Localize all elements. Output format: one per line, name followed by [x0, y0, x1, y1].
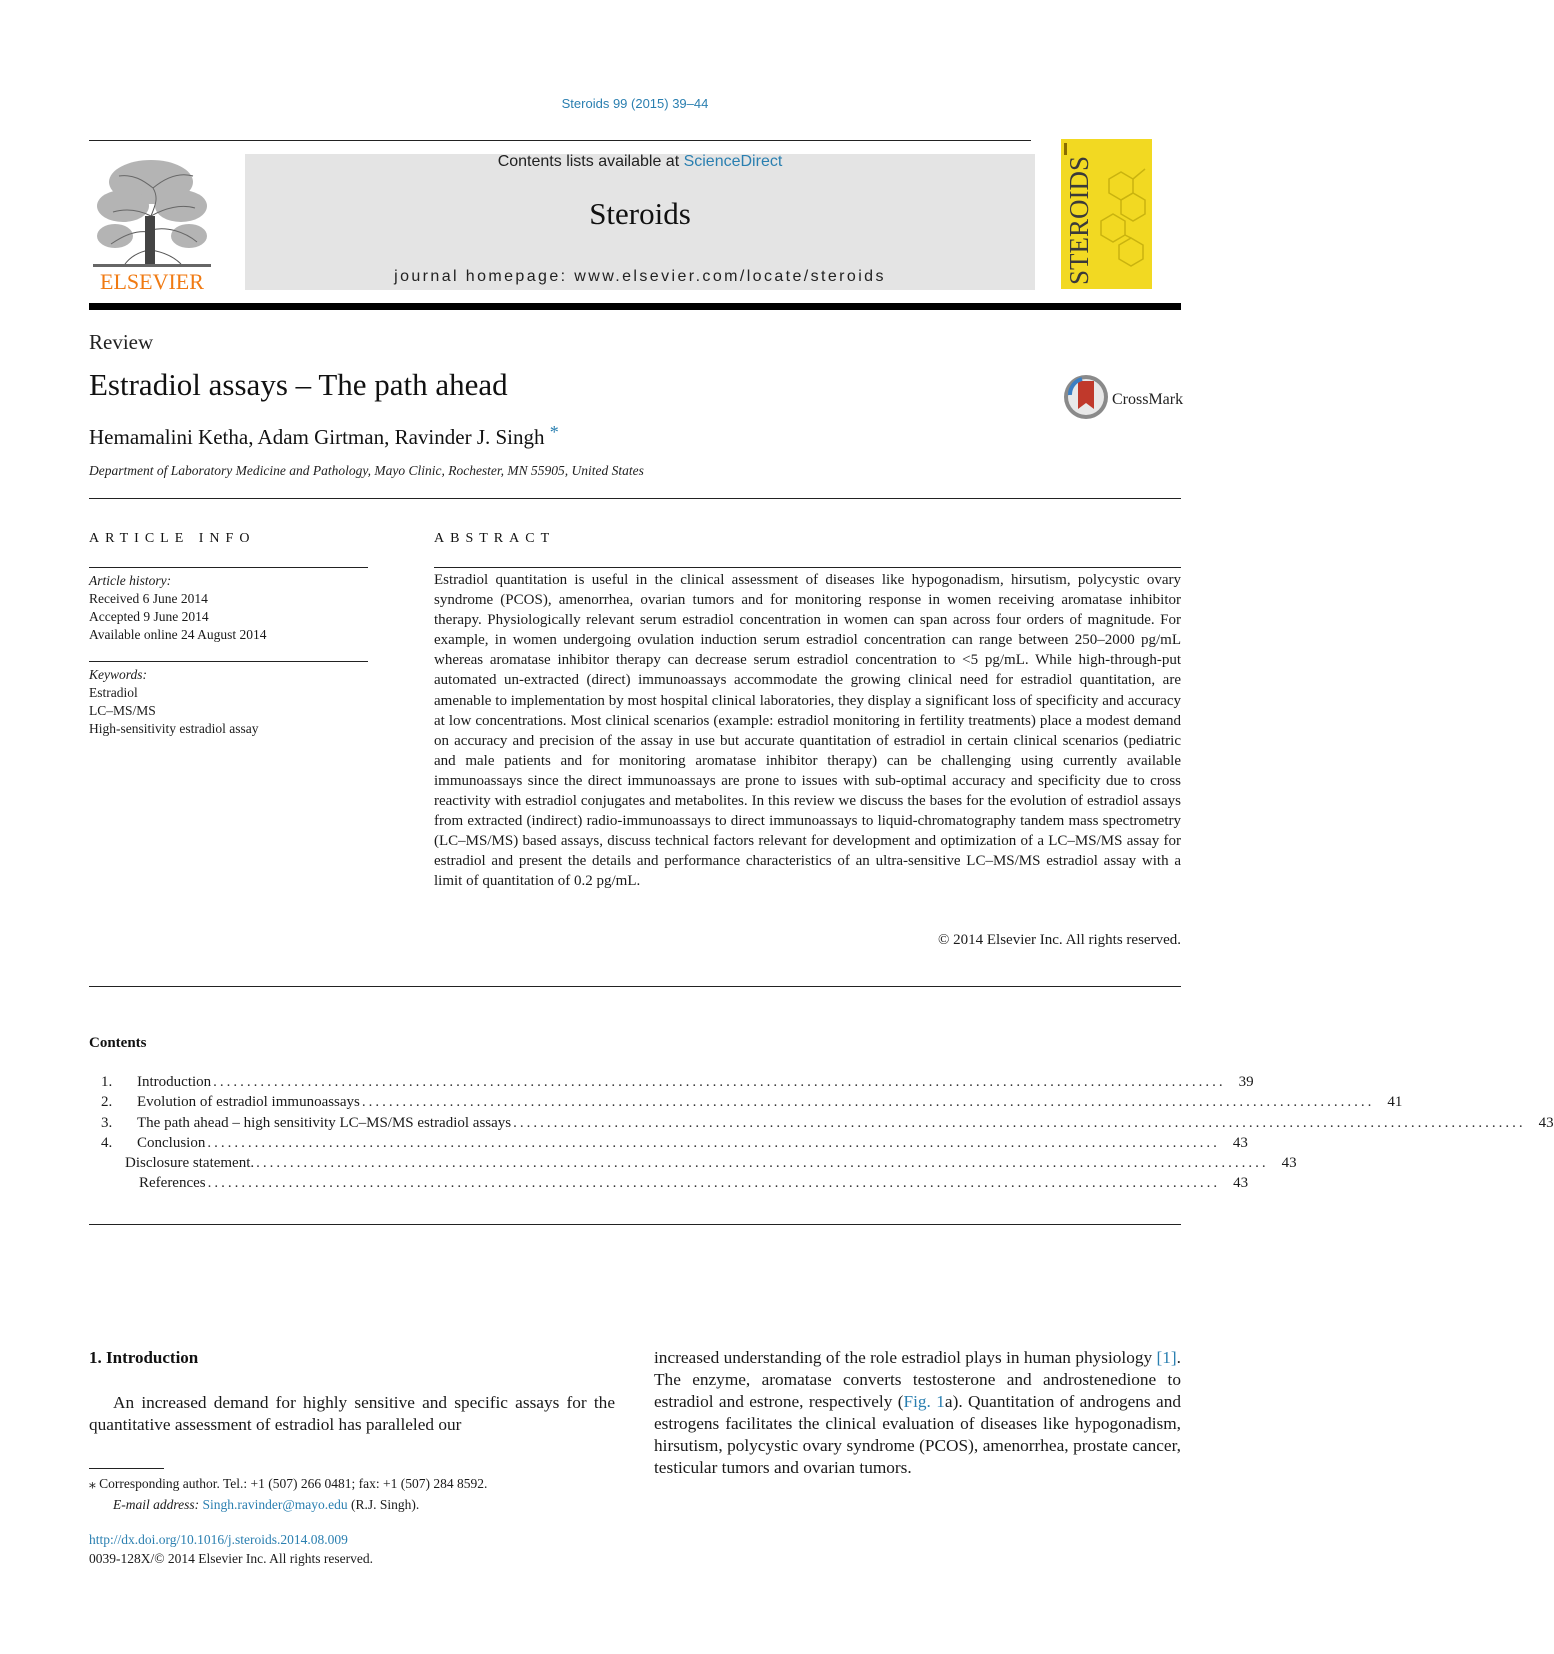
contents-heading: Contents: [89, 1035, 147, 1051]
toc-row[interactable]: [89, 1134, 1248, 1155]
sciencedirect-link[interactable]: ScienceDirect: [683, 153, 783, 170]
toc-label[interactable]: Evolution of estradiol immunoassays: [137, 1094, 360, 1111]
header-rule: [89, 140, 1031, 141]
crossmark-label: CrossMark: [1112, 391, 1184, 408]
toc-row[interactable]: [89, 1094, 1403, 1114]
heading-rule: [89, 498, 1181, 499]
toc-label[interactable]: Introduction: [137, 1074, 212, 1090]
cover-title: STEROIDS: [1064, 155, 1094, 285]
article-title: Estradiol assays – The path ahead: [89, 367, 508, 402]
toc-row[interactable]: [89, 1155, 1297, 1175]
footnote-mark: ⁎: [89, 1476, 96, 1491]
corresponding-author-note: [89, 1474, 487, 1495]
article-type: Review: [89, 330, 154, 354]
reference-link[interactable]: [1]: [1156, 1348, 1177, 1367]
toc-leader: ......................................................................................................................................................: [213, 1074, 1226, 1090]
intro-text: a). Quantitation of androgens and estrogens facilitates the clinical evaluation of diseases like hypogonadism, hirsutism, polycystic ovary syndrome (PCOS), amenorrhea, prostate cancer, testicular tumors and ovarian tumors.: [654, 1392, 1182, 1477]
keyword-item: LC–MS/MS: [89, 703, 156, 718]
toc-number: 4.: [101, 1134, 113, 1151]
toc-page: 43: [1281, 1155, 1297, 1172]
intro-text: . The enzyme, aromatase converts testosterone and androstenedione to estradiol and estrone, respectively (: [654, 1348, 1181, 1411]
keywords-rule: [89, 661, 368, 662]
figure-link[interactable]: Fig. 1: [903, 1392, 945, 1411]
footnote: [89, 1474, 487, 1515]
toc-page: 43: [1232, 1134, 1248, 1151]
received-date: Received 6 June 2014: [89, 591, 208, 606]
toc-number: 2.: [101, 1094, 113, 1111]
author-list: [89, 422, 559, 450]
keyword-item: Estradiol: [89, 685, 138, 700]
elsevier-logo[interactable]: [89, 152, 215, 292]
contents-bottom-rule: [89, 1224, 1181, 1225]
toc-number: 3.: [101, 1114, 113, 1131]
journal-cover[interactable]: [1061, 139, 1152, 289]
abstract-text: Estradiol quantitation is useful in the clinical assessment of diseases like hypogonadism, hirsutism, polycystic ovary syndrome (PCOS), amenorrhea, ovarian tumors and for monitoring response in women receiving aromatase inhibitor therapy. Physiologically relevant serum estradiol concentration in women can span across four orders of magnitude. For example, in women undergoing ovulation induction serum estradiol concentration can range between 250–2000 pg/mL whereas aromatase inhibitor therapy can decrease serum estradiol concentration to <5 pg/mL. While high-through-put automated un-extracted (direct) immunoassays accommodate the growing clinical need for estradiol quantitation, are amenable to implementation by most hospital clinical laboratories, they display a significant loss of specificity and accuracy at low concentrations. Most clinical scenarios (example: estradiol monitoring in fertility treatments) place a modest demand on accuracy and precision of the assay in use but accurate quantitation of estradiol in certain clinical scenarios (pediatric and male patients and for monitoring aromatase inhibitor therapy) can be challenging using currently available immunoassays since the direct immunoassays are prone to issues with sub-optimal accuracy and specificity due to cross reactivity with estradiol conjugates and metabolites. In this review we discuss the bases for the evolution of estradiol assays from extracted (indirect) radio-immunoassays to direct immunoassays to liquid-chromatography tandem mass spectrometry (LC–MS/MS) based assays, discuss technical factors relevant for development and optimization of a LC–MS/MS assay for estradiol and present the details and performance characteristics of an ultra-sensitive LC–MS/MS estradiol assay with a limit of quantitation of 0.2 pg/mL.: [434, 572, 1181, 890]
abstract-heading: ABSTRACT: [434, 531, 556, 546]
keywords-label: Keywords:: [89, 667, 147, 682]
abstract-rule: [434, 567, 1181, 568]
contents-available-line: [245, 153, 1035, 171]
journal-citation[interactable]: Steroids 99 (2015) 39–44: [561, 96, 709, 111]
accepted-date: Accepted 9 June 2014: [89, 609, 209, 624]
toc-leader: ......................................................................................................................................................: [256, 1155, 1269, 1172]
corresponding-author-mark[interactable]: *: [549, 422, 559, 442]
email-link[interactable]: Singh.ravinder@mayo.edu: [202, 1496, 348, 1512]
online-date: Available online 24 August 2014: [89, 627, 267, 642]
toc-leader: ......................................................................................................................................................: [207, 1175, 1221, 1192]
abstract-bottom-rule: [89, 986, 1181, 987]
toc-label[interactable]: The path ahead – high sensitivity LC–MS/MS estradiol assays: [137, 1114, 512, 1131]
article-info-rule: [89, 567, 368, 568]
article-history: [89, 572, 266, 644]
doi-block: [89, 1531, 373, 1568]
toc-label[interactable]: References: [139, 1175, 206, 1192]
email-label: E-mail address:: [113, 1496, 203, 1512]
authors-names: Hemamalini Ketha, Adam Girtman, Ravinder J. Singh: [89, 425, 545, 449]
header-thick-rule: [89, 303, 1181, 310]
toc-number: 1.: [101, 1074, 113, 1090]
toc-row[interactable]: [89, 1175, 1249, 1195]
keywords: [89, 666, 258, 738]
corresponding-text: Corresponding author. Tel.: +1 (507) 266 0481; fax: +1 (507) 284 8592.: [99, 1476, 488, 1491]
contents-prefix: Contents lists available at: [497, 153, 684, 170]
journal-name: Steroids: [589, 196, 691, 231]
toc-page: 39: [1238, 1074, 1254, 1090]
toc-leader: ......................................................................................................................................................: [361, 1094, 1375, 1111]
journal-cover-icon: [1061, 139, 1152, 289]
email-suffix: (R.J. Singh).: [347, 1496, 420, 1512]
svg-text:ELSEVIER: ELSEVIER: [100, 269, 204, 294]
affiliation: Department of Laboratory Medicine and Pathology, Mayo Clinic, Rochester, MN 55905, United States: [89, 463, 644, 478]
issn-line: 0039-128X/© 2014 Elsevier Inc. All rights reserved.: [89, 1550, 373, 1566]
toc-page: 41: [1387, 1094, 1403, 1111]
abstract-copyright: © 2014 Elsevier Inc. All rights reserved.: [937, 932, 1181, 948]
section-heading-introduction: 1. Introduction: [89, 1348, 199, 1367]
toc-label[interactable]: Disclosure statement.: [125, 1155, 255, 1172]
table-of-contents: [89, 1074, 1554, 1196]
history-label: Article history:: [89, 573, 172, 588]
intro-text: increased understanding of the role estradiol plays in human physiology: [654, 1348, 1157, 1367]
toc-page: 43: [1233, 1175, 1249, 1192]
elsevier-tree-icon: [89, 152, 215, 292]
email-note: [89, 1495, 487, 1516]
toc-leader: ......................................................................................................................................................: [207, 1134, 1220, 1151]
crossmark-badge[interactable]: [1062, 373, 1182, 421]
toc-page: 43: [1538, 1114, 1554, 1131]
toc-leader: ......................................................................................................................................................: [513, 1114, 1526, 1131]
footnote-rule: [89, 1468, 164, 1469]
keyword-item: High-sensitivity estradiol assay: [89, 721, 259, 736]
toc-label[interactable]: Conclusion: [137, 1134, 206, 1151]
article-info-heading: ARTICLE INFO: [89, 531, 256, 546]
doi-link[interactable]: http://dx.doi.org/10.1016/j.steroids.2014.08.009: [89, 1532, 348, 1547]
crossmark-icon: [1062, 373, 1182, 421]
intro-paragraph-right: [654, 1347, 1181, 1479]
intro-paragraph-left: An increased demand for highly sensitive and specific assays for the quantitative assessment of estradiol has paralleled our: [89, 1393, 615, 1434]
toc-row[interactable]: [89, 1114, 1554, 1135]
journal-homepage[interactable]: journal homepage: www.elsevier.com/locate/steroids: [394, 268, 886, 285]
toc-row[interactable]: [89, 1074, 1254, 1094]
